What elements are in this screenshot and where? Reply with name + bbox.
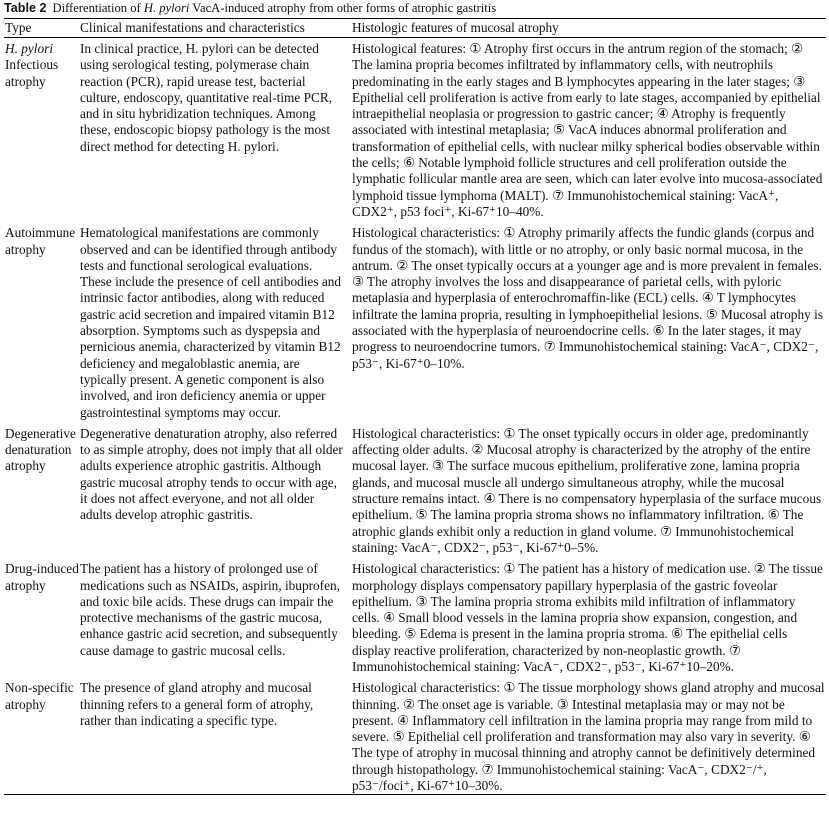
histologic-cell: Histological characteristics: ① The tissue morphology shows gland atrophy and mucosal thinning. ② The onset age is variable. ③ Intestinal metaplasia may or may not be present. ④ Inflammatory cell infiltration in the lamina propria may range from mild to severe. ⑤ Epithelial cell proliferation and transformation may also vary in severity. ⑥ The type of atrophy in mucosal thinning and atrophy cannot be definitively determined through histopathology. ⑦ Immunohistochemical staining: VacA⁻, CDX2⁻/⁺, p53⁻/foci⁺, Ki-67⁺10–30%.: [352, 680, 825, 794]
clinical-cell: Degenerative denaturation atrophy, also referred to as simple atrophy, does not imply that all older adults experience atrophic gastritis. Although gastric mucosal atrophy tends to occur with age, it does not affect everyone, and not all older adults develop atrophic gastritis.: [80, 425, 343, 523]
table-row: [4, 556, 826, 675]
table-row: [4, 675, 826, 795]
type-italic: H. pylori: [5, 41, 54, 56]
table-row: [4, 220, 826, 421]
caption-text-italic: H. pylori: [143, 1, 190, 15]
type-cell: [4, 675, 79, 795]
histologic-cell: Histological features: ① Atrophy first occurs in the antrum region of the stomach; ② The lamina propria becomes infiltrated by inflammatory cells, with neutrophils predominating in the early stages and B lymphocytes appearing in the later stages; ③ Epithelial cell proliferation is active from early to late stages, accompanied by epithelial intraepithelial neoplasia or progression to gastric cancer; ④ Atrophy is frequently associated with intestinal metaplasia; ⑤ VacA induces abnormal proliferation and transformation of epithelial cells, with nuclear milky spherical bodies observable within the cells; ⑥ Notable lymphoid follicle structures and cell proliferation outside the lymphatic follicular mantle area are seen, which can later evolve into mucosa-associated lymphoid tissue lymphoma (MALT). ⑦ Immunohistochemical staining: VacA⁺, CDX2⁺, p53 foci⁺, Ki-67⁺10–40%.: [352, 41, 823, 219]
type-text: Autoimmune atrophy: [5, 225, 76, 257]
header-clinical: Clinical manifestations and characteristics: [80, 19, 305, 35]
header-type: Type: [5, 19, 32, 35]
table-row: [4, 38, 826, 221]
type-cell: [4, 38, 79, 221]
table-caption: [4, 0, 828, 16]
clinical-cell: Hematological manifestations are commonly observed and can be identified through antibody tests and functional serological evaluations. These include the presence of cell antibodies and intrinsic factor antibodies, along with reduced gastric acid secretion and impaired vitamin B12 absorption. Symptoms such as dyspepsia and pernicious anemia, characterized by vitamin B12 deficiency and megaloblastic anemia, are typically present. A genetic component is also involved, and iron deficiency anemia or upper gastrointestinal symptoms may occur.: [80, 225, 342, 420]
type-cell: [4, 220, 79, 421]
histologic-cell: Histological characteristics: ① The patient has a history of medication use. ② The tissue morphology displays compensatory papillary hyperplasia of the gastric foveolar epithelium. ③ The lamina propria stroma exhibits mild infiltration of inflammatory cells. ④ Small blood vessels in the lamina propria show expansion, congestion, and bleeding. ⑤ Edema is present in the lamina propria stroma. ⑥ The epithelial cells display reactive proliferation, characterized by non-neoplastic growth. ⑦ Immunohistochemical staining: VacA⁻, CDX2⁻, p53⁻, Ki-67⁺10–20%.: [352, 561, 823, 674]
caption-text-after: VacA-induced atrophy from other forms of atrophic gastritis: [192, 1, 497, 15]
type-text: Degenerative denaturation atrophy: [5, 425, 76, 474]
table-label: Table 2: [4, 1, 47, 15]
type-text: Non-specific atrophy: [5, 680, 74, 712]
header-histologic: Histologic features of mucosal atrophy: [352, 19, 559, 35]
histologic-cell: Histological characteristics: ① Atrophy primarily affects the fundic glands (corpus and fundus of the stomach), with little or no atrophy, or only basic normal mucosa, in the antrum. ② The onset typically occurs at a younger age and is more prevalent in females. ③ The atrophy involves the loss and disappearance of parietal cells, with pyloric metaplasia and hyperplasia of enterochromaffin-like (ECL) cells. ④ T lymphocytes infiltrate the lamina propria, resulting in lymphoepithelial lesions. ⑤ Mucosal atrophy is associated with the hyperplasia of neuroendocrine cells. ⑥ In the later stages, it may progress to neuroendocrine tumors. ⑦ Immunohistochemical staining: VacA⁻, CDX2⁻, p53⁻, Ki-67⁺0–10%.: [352, 225, 823, 371]
type-text: Infectious atrophy: [5, 57, 59, 89]
differentiation-table: [4, 18, 826, 795]
clinical-cell: The presence of gland atrophy and mucosal thinning refers to a general form of atrophy, rather than indicating a specific type.: [80, 680, 314, 728]
table-row: [4, 421, 826, 556]
type-cell: [4, 556, 79, 675]
caption-text-before: Differentiation of: [52, 1, 141, 15]
clinical-cell: The patient has a history of prolonged use of medications such as NSAIDs, aspirin, ibuprofen, and toxic bile acids. These drugs can impair the protective mechanisms of the gastric mucosa, enhance gastric acid secretion, and subsequently cause damage to gastric mucosal cells.: [80, 561, 340, 658]
type-cell: [4, 421, 79, 556]
type-text: Drug-induced atrophy: [5, 561, 79, 593]
clinical-cell: In clinical practice, H. pylori can be detected using serological testing, polymerase chain reaction (PCR), rapid urease test, bacterial culture, endoscopy, quantitative real-time PCR, and in situ hybridization techniques. Among these, endoscopic biopsy pathology is the most direct method for detecting H. pylori.: [80, 41, 333, 154]
header-row: [4, 19, 826, 38]
histologic-cell: Histological characteristics: ① The onset typically occurs in older age, predominantly affecting older adults. ② Mucosal atrophy is characterized by the atrophy of the entire mucosal layer. ③ The surface mucous epithelium, proliferative zone, lamina propria glands, and mucosal muscle all undergo simultaneous atrophy, while the mucosal structure remains intact. ④ There is no compensatory hyperplasia of the surface mucous epithelium. ⑤ The lamina propria stroma shows no inflammatory infiltration. ⑥ The atrophic glands exhibit only a reduction in gland volume. ⑦ Immunohistochemical staining: VacA⁻, CDX2⁻, p53⁻, Ki-67⁺0–5%.: [352, 425, 822, 555]
